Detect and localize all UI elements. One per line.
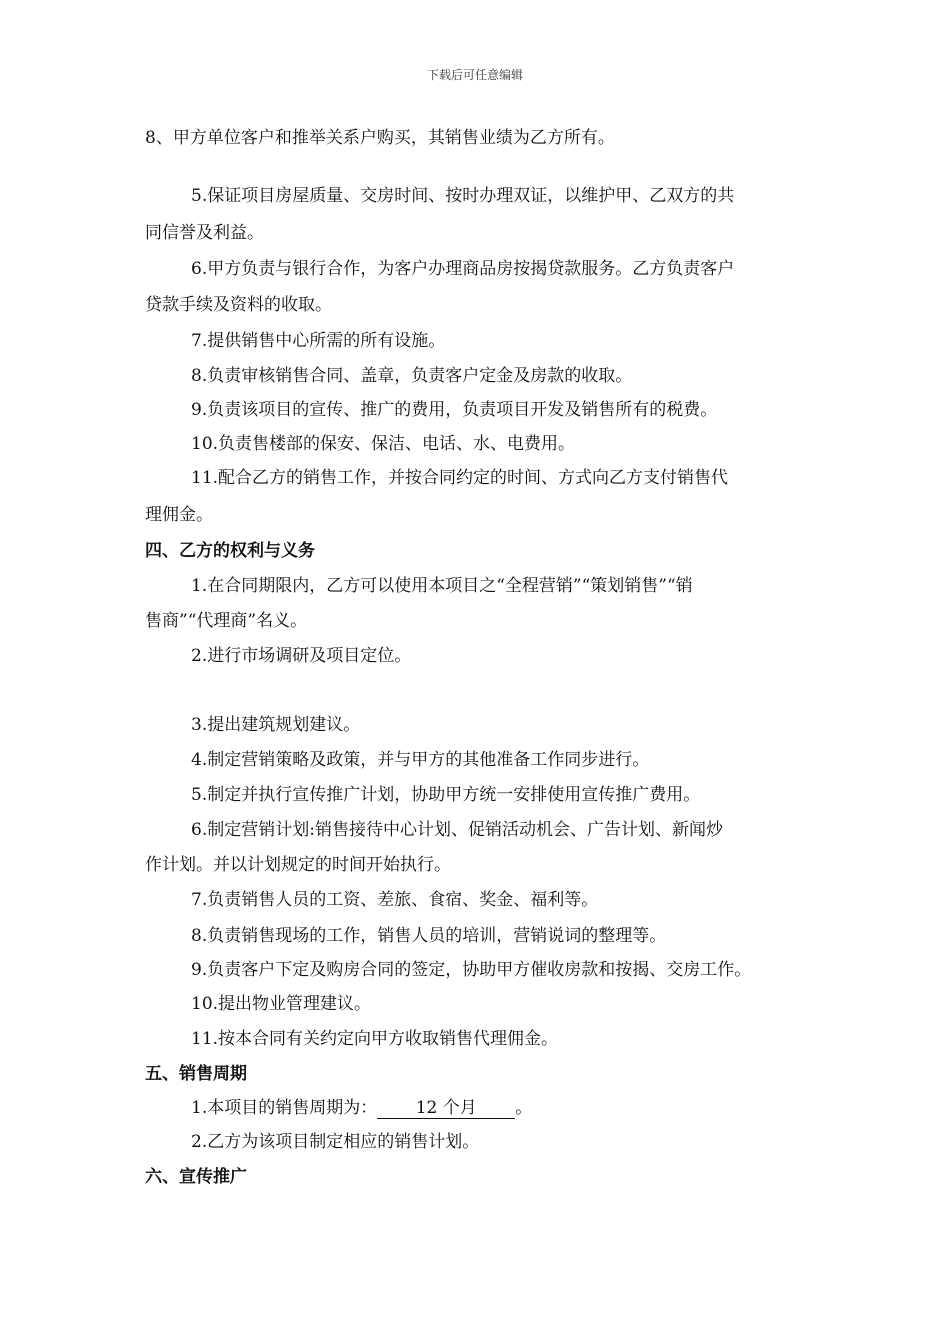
- section-heading: 五、销售周期: [145, 1064, 247, 1084]
- clause-line: 2.乙方为该项目制定相应的销售计划。: [191, 1132, 480, 1152]
- clause-line: 3.提出建筑规划建议。: [191, 715, 361, 735]
- clause-line: 同信誉及利益。: [145, 223, 264, 243]
- clause-line: 10.负责售楼部的保安、保洁、电话、水、电费用。: [191, 434, 576, 454]
- clause-line: 2.进行市场调研及项目定位。: [191, 646, 412, 666]
- section-heading: 六、宣传推广: [145, 1167, 247, 1187]
- sales-period-label: 1.本项目的销售周期为：: [191, 1098, 378, 1118]
- clause-line: 10.提出物业管理建议。: [191, 994, 372, 1014]
- clause-line: 9.负责该项目的宣传、推广的费用，负责项目开发及销售所有的税费。: [191, 400, 718, 420]
- clause-line: 8.负责销售现场的工作，销售人员的培训，营销说词的整理等。: [191, 926, 667, 946]
- clause-line: 5.保证项目房屋质量、交房时间、按时办理双证，以维护甲、乙双方的共: [191, 186, 735, 206]
- clause-line: 售商”“代理商”名义。: [145, 611, 308, 631]
- sales-period-line: [191, 1098, 532, 1119]
- clause-line: 7.负责销售人员的工资、差旅、食宿、奖金、福利等。: [191, 890, 599, 910]
- clause-line: 作计划。并以计划规定的时间开始执行。: [145, 855, 451, 875]
- section-heading: 四、乙方的权利与义务: [145, 541, 315, 561]
- clause-line: 6.甲方负责与银行合作，为客户办理商品房按揭贷款服务。乙方负责客户: [191, 259, 735, 279]
- clause-line: 1.在合同期限内，乙方可以使用本项目之“全程营销”“策划销售”“销: [191, 576, 693, 596]
- clause-line: 7.提供销售中心所需的所有设施。: [191, 331, 446, 351]
- clause-line: 6.制定营销计划:销售接待中心计划、促销活动机会、广告计划、新闻炒: [191, 820, 723, 840]
- clause-line: 5.制定并执行宣传推广计划，协助甲方统一安排使用宣传推广费用。: [191, 785, 701, 805]
- clause-line: 9.负责客户下定及购房合同的签定，协助甲方催收房款和按揭、交房工作。: [191, 960, 752, 980]
- clause-line: 贷款手续及资料的收取。: [145, 295, 332, 315]
- clause-line: 8.负责审核销售合同、盖章，负责客户定金及房款的收取。: [191, 366, 633, 386]
- sales-period-value: 12 个月: [377, 1098, 515, 1119]
- clause-line: 理佣金。: [145, 505, 213, 525]
- page-header-note: 下载后可任意编辑: [426, 68, 523, 82]
- clause-line: 4.制定营销策略及政策，并与甲方的其他准备工作同步进行。: [191, 750, 650, 770]
- sales-period-end: 。: [515, 1098, 533, 1118]
- clause-line: 11.配合乙方的销售工作，并按合同约定的时间、方式向乙方支付销售代: [191, 468, 729, 488]
- clause-line: 11.按本合同有关约定向甲方收取销售代理佣金。: [191, 1029, 559, 1049]
- clause-line: 8、甲方单位客户和推举关系户购买，其销售业绩为乙方所有。: [145, 128, 615, 148]
